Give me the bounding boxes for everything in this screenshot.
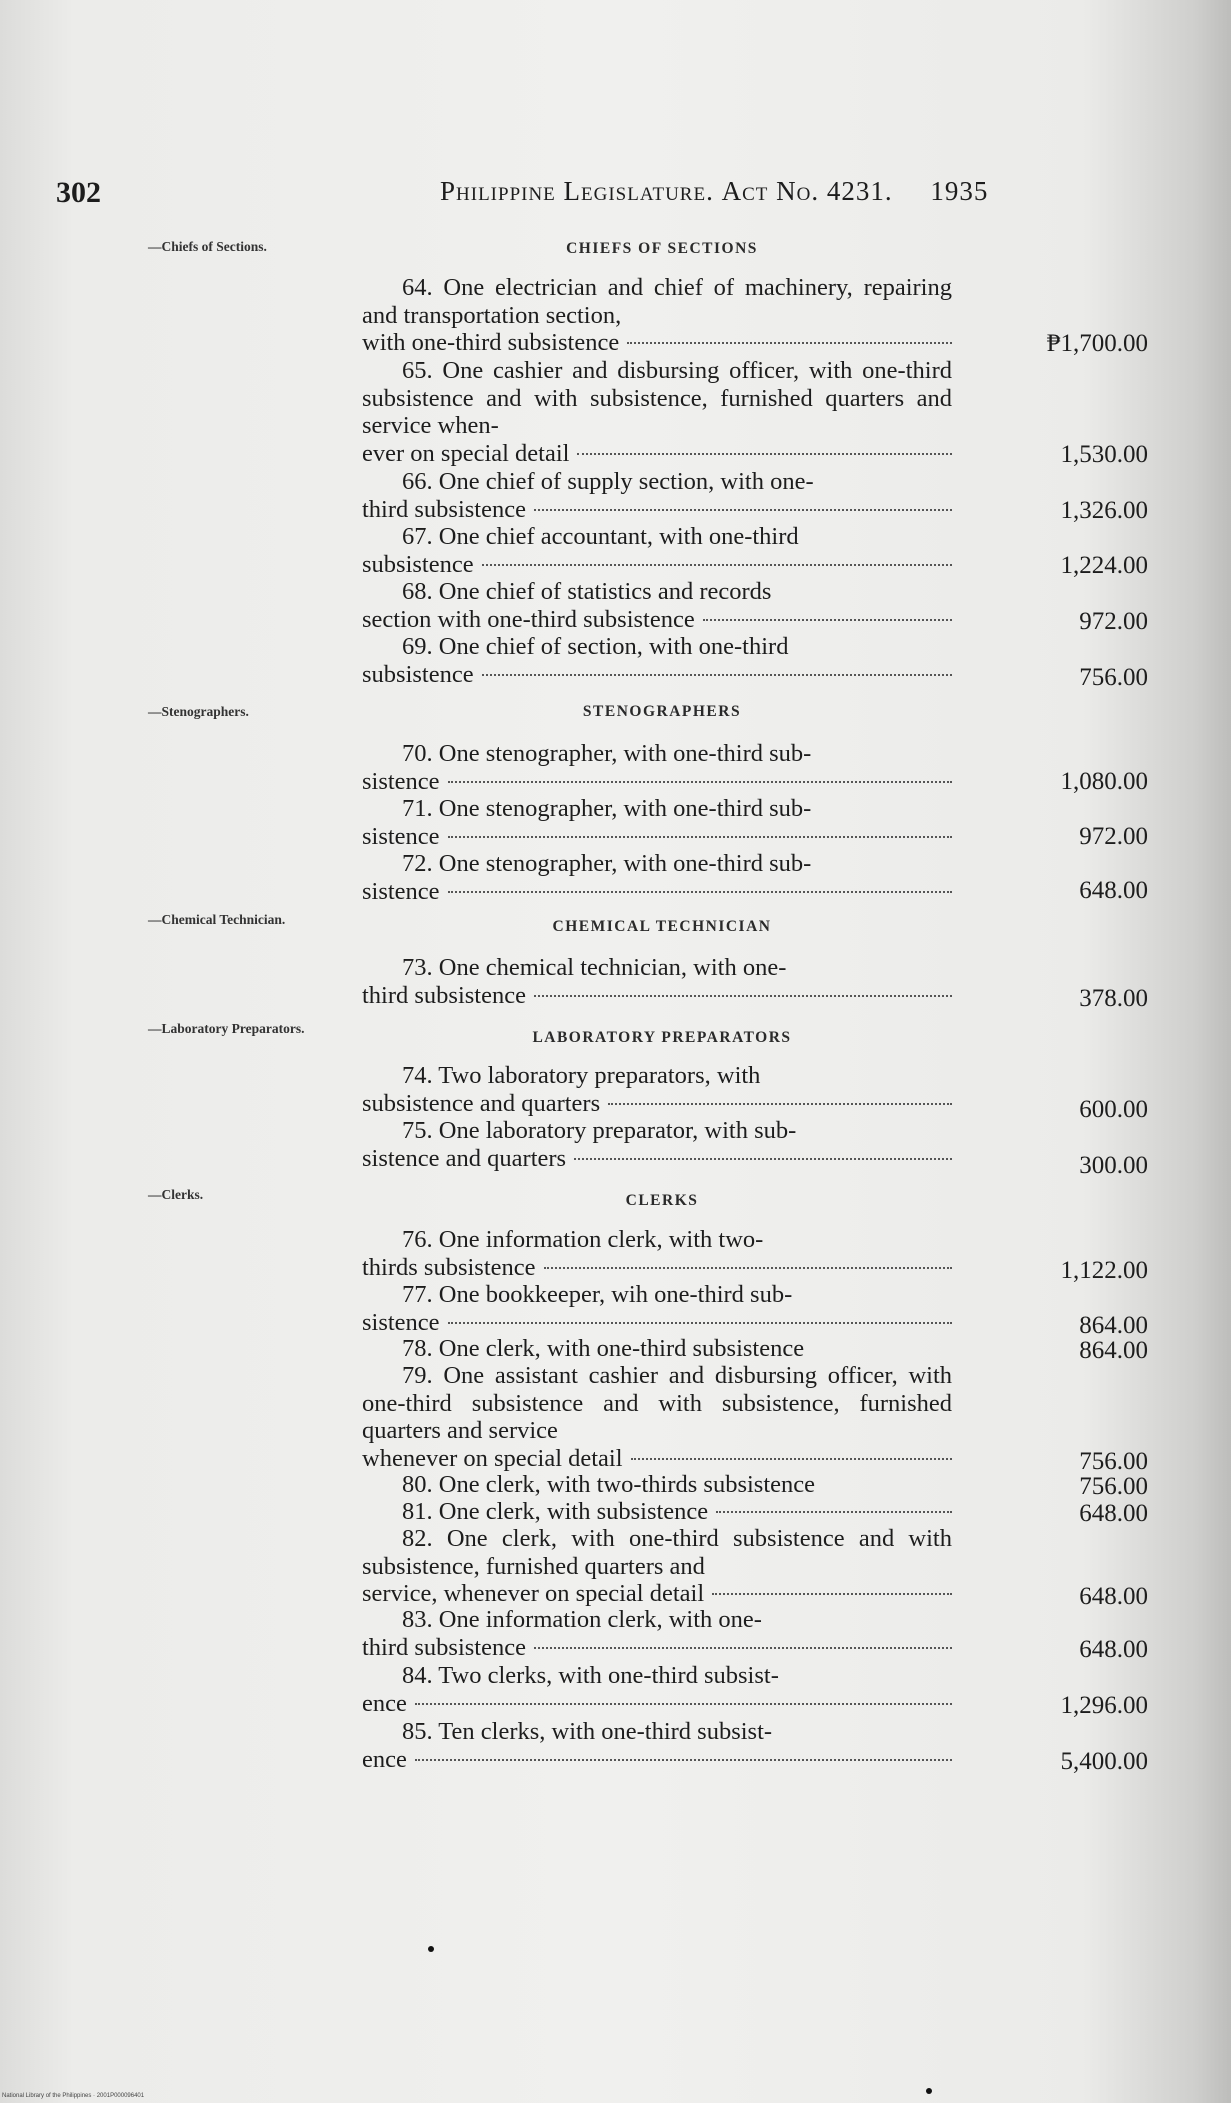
entry-84 xyxy=(362,1662,952,1717)
leader-dots xyxy=(534,509,952,511)
margin-note-stenographers: —Stenographers. xyxy=(148,704,249,719)
entry-83 xyxy=(362,1606,952,1661)
entry-79 xyxy=(362,1362,952,1472)
amount-64: ₱1,700.00 xyxy=(1046,330,1148,357)
entry-77 xyxy=(362,1281,952,1336)
entry-75-text: 75. One laboratory preparator, with sub- xyxy=(402,1117,797,1144)
entry-79-last-line: whenever on special detail xyxy=(362,1444,623,1472)
entry-65 xyxy=(362,357,952,467)
leader-dots xyxy=(712,1593,952,1595)
entry-76-text: 76. One information clerk, with two- xyxy=(402,1226,764,1253)
leader-dots xyxy=(627,342,952,344)
entry-78 xyxy=(362,1335,952,1363)
amount-77: 864.00 xyxy=(1079,1312,1148,1339)
entry-65-last-line: ever on special detail xyxy=(362,439,570,467)
entry-82-last-line: service, whenever on special detail xyxy=(362,1580,705,1607)
entry-74-text: 74. Two laboratory preparators, with xyxy=(402,1062,761,1089)
entry-84-text: 84. Two clerks, with one-third subsist- xyxy=(402,1662,779,1689)
amount-83: 648.00 xyxy=(1079,1636,1148,1663)
entry-73 xyxy=(362,954,952,1009)
leader-dots xyxy=(703,619,952,621)
entry-64 xyxy=(362,274,952,357)
entry-73-text: 73. One chemical technician, with one- xyxy=(402,954,787,981)
entry-66-text: 66. One chief of supply section, with one- xyxy=(402,468,814,495)
entry-69 xyxy=(362,633,952,688)
entry-71-text: 71. One stenographer, with one-third sub- xyxy=(402,795,812,822)
entry-83-text: 83. One information clerk, with one- xyxy=(402,1606,762,1633)
entry-68-last-line: section with one-third subsistence xyxy=(362,605,695,633)
entry-66-last-line: third subsistence xyxy=(362,495,526,523)
amount-66: 1,326.00 xyxy=(1060,497,1148,524)
leader-dots xyxy=(482,564,952,566)
amount-84: 1,296.00 xyxy=(1060,1692,1148,1719)
heading-laboratory-preparators: LABORATORY PREPARATORS xyxy=(532,1029,792,1046)
entry-69-text: 69. One chief of section, with one-third xyxy=(402,633,789,660)
entry-76 xyxy=(362,1226,952,1281)
entry-72 xyxy=(362,850,952,905)
entry-71 xyxy=(362,795,952,850)
heading-clerks: CLERKS xyxy=(625,1192,699,1209)
entry-69-last-line: subsistence xyxy=(362,660,474,688)
entry-66 xyxy=(362,468,952,523)
leader-dots xyxy=(534,1647,952,1649)
amount-67: 1,224.00 xyxy=(1060,552,1148,579)
entry-70-text: 70. One stenographer, with one-third sub- xyxy=(402,740,812,767)
entry-70-last-line: sistence xyxy=(362,767,440,795)
running-head-act: Act No. 4231. xyxy=(721,176,893,206)
heading-chemical-technician: CHEMICAL TECHNICIAN xyxy=(552,918,772,935)
leader-dots xyxy=(544,1267,952,1269)
entry-67 xyxy=(362,523,952,578)
amount-85: 5,400.00 xyxy=(1060,1748,1148,1775)
leader-dots xyxy=(448,781,952,783)
entry-77-last-line: sistence xyxy=(362,1308,440,1336)
entry-75 xyxy=(362,1117,952,1172)
leader-dots xyxy=(608,1103,952,1105)
running-head-year: 1935 xyxy=(930,176,989,206)
amount-70: 1,080.00 xyxy=(1060,768,1148,795)
entry-76-last-line: thirds subsistence xyxy=(362,1253,536,1281)
entry-73-last-line: third subsistence xyxy=(362,981,526,1009)
margin-note-chiefs: —Chiefs of Sections. xyxy=(148,239,267,254)
entry-68-text: 68. One chief of statistics and records xyxy=(402,578,772,605)
entry-80-text: 80. One clerk, with two-thirds subsistence xyxy=(402,1471,816,1498)
amount-68: 972.00 xyxy=(1079,608,1148,635)
entry-75-last-line: sistence and quarters xyxy=(362,1144,567,1172)
amount-71: 972.00 xyxy=(1079,823,1148,850)
entry-83-last-line: third subsistence xyxy=(362,1633,526,1661)
entry-82 xyxy=(362,1525,952,1608)
amount-75: 300.00 xyxy=(1079,1152,1148,1179)
leader-dots xyxy=(415,1759,952,1761)
entry-81-text: 81. One clerk, with subsistence xyxy=(402,1498,709,1525)
amount-74: 600.00 xyxy=(1079,1096,1148,1123)
leader-dots xyxy=(448,891,952,893)
leader-dots xyxy=(448,1322,952,1324)
entry-85-last-line: ence xyxy=(362,1745,407,1773)
amount-76: 1,122.00 xyxy=(1060,1257,1148,1284)
running-head-legislature: Philippine Legislature. xyxy=(440,176,714,206)
entry-81 xyxy=(362,1498,952,1526)
leader-dots xyxy=(482,674,952,676)
entry-64-last-line: with one-third subsistence xyxy=(362,329,620,356)
running-head xyxy=(440,176,988,207)
amount-80: 756.00 xyxy=(1079,1473,1148,1500)
entry-72-text: 72. One stenographer, with one-third sub- xyxy=(402,850,812,877)
entry-82-text: 82. One clerk, with one-third subsistence and with subsistence, furnished quarters and xyxy=(362,1525,952,1580)
amount-79: 756.00 xyxy=(1079,1448,1148,1475)
amount-69: 756.00 xyxy=(1079,664,1148,691)
entry-74 xyxy=(362,1062,952,1117)
heading-chiefs-of-sections: CHIEFS OF SECTIONS xyxy=(566,240,758,257)
entry-80 xyxy=(362,1471,952,1499)
leader-dots xyxy=(415,1703,952,1705)
amount-73: 378.00 xyxy=(1079,985,1148,1012)
margin-note-clerks: —Clerks. xyxy=(148,1187,204,1202)
amount-78: 864.00 xyxy=(1079,1337,1148,1364)
entry-84-last-line: ence xyxy=(362,1689,407,1717)
amount-81: 648.00 xyxy=(1079,1500,1148,1527)
entry-85 xyxy=(362,1718,952,1773)
margin-note-chemical-technician: —Chemical Technician. xyxy=(148,912,286,927)
scan-speck xyxy=(428,1946,434,1952)
entry-65-text: 65. One cashier and disbursing officer, with one-third subsistence and with subsistence, furnished quarters and service when- xyxy=(362,357,952,439)
entry-77-text: 77. One bookkeeper, wih one-third sub- xyxy=(402,1281,793,1308)
entry-72-last-line: sistence xyxy=(362,877,440,905)
leader-dots xyxy=(716,1511,952,1513)
entry-70 xyxy=(362,740,952,795)
leader-dots xyxy=(574,1158,952,1160)
entry-68 xyxy=(362,578,952,633)
entry-71-last-line: sistence xyxy=(362,822,440,850)
amount-72: 648.00 xyxy=(1079,877,1148,904)
scan-speck xyxy=(926,2088,932,2094)
entry-67-text: 67. One chief accountant, with one-third xyxy=(402,523,799,550)
amount-82: 648.00 xyxy=(1079,1583,1148,1610)
scan-source-line: National Library of the Philippines · 2001P000096401 xyxy=(2,2093,145,2099)
page-number: 302 xyxy=(56,176,101,209)
entry-79-text: 79. One assistant cashier and disbursing officer, with one-third subsistence and with subsistence, furnished quarters and service xyxy=(362,1362,952,1444)
heading-stenographers: STENOGRAPHERS xyxy=(582,703,742,720)
entry-64-text: 64. One electrician and chief of machinery, repairing and transportation section, xyxy=(362,274,952,329)
entry-67-last-line: subsistence xyxy=(362,550,474,578)
leader-dots xyxy=(534,995,952,997)
leader-dots xyxy=(631,1458,952,1460)
entry-74-last-line: subsistence and quarters xyxy=(362,1089,601,1117)
leader-dots xyxy=(577,453,952,455)
amount-65: 1,530.00 xyxy=(1060,441,1148,468)
entry-78-text: 78. One clerk, with one-third subsistence xyxy=(402,1335,805,1362)
margin-note-laboratory-preparators: —Laboratory Preparators. xyxy=(148,1021,305,1036)
entry-85-text: 85. Ten clerks, with one-third subsist- xyxy=(402,1718,773,1745)
leader-dots xyxy=(448,836,952,838)
